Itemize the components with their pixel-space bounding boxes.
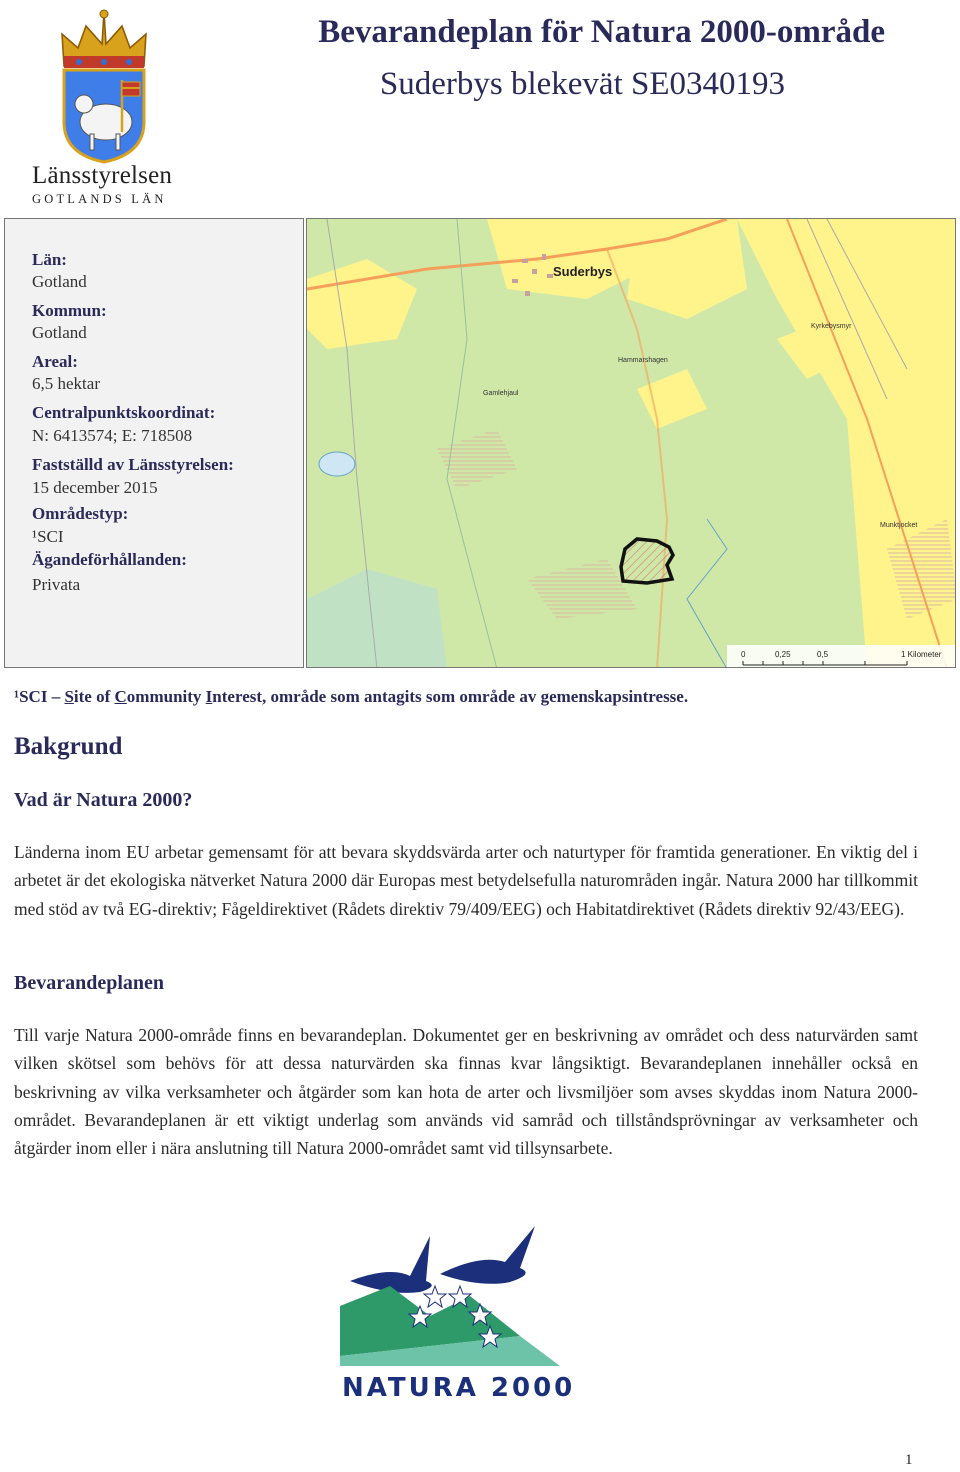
- footnote-s: S: [64, 687, 74, 706]
- natura-logo-graphic: [330, 1226, 575, 1406]
- faststalld-value: 15 december 2015: [32, 478, 158, 497]
- footnote-c: C: [114, 687, 127, 706]
- org-subtitle: GOTLANDS LÄN: [32, 192, 167, 206]
- natura-logo-text: NATURA 2000: [342, 1373, 575, 1403]
- footnote-i: I: [205, 687, 213, 706]
- footnote-ite-of: ite of: [73, 687, 115, 706]
- map-label-kyrkebysmyr: Kyrkebysmyr: [811, 323, 852, 330]
- map-label-suderbys: Suderbys: [553, 264, 613, 279]
- areal-label: Areal:: [32, 352, 78, 371]
- map-graphic: [307, 219, 956, 668]
- coat-of-arms-icon: [24, 4, 184, 164]
- scale-05: 0,5: [817, 650, 829, 659]
- koordinat-value: N: 6413574; E: 718508: [32, 426, 193, 445]
- heading-bevarandeplanen: Bevarandeplanen: [14, 972, 165, 994]
- kommun-value: Gotland: [32, 323, 87, 342]
- kommun-label: Kommun:: [32, 301, 107, 320]
- map-label-munktjocket: Munktjocket: [880, 522, 918, 529]
- area-map: [306, 218, 956, 668]
- scale-1km: 1 Kilometer: [901, 650, 942, 659]
- scale-025: 0,25: [775, 650, 791, 659]
- koordinat-label: Centralpunktskoordinat:: [32, 403, 216, 422]
- map-label-gamlehjaul: Gamlehjaul: [483, 390, 519, 397]
- footnote-ommunity: ommunity: [126, 687, 206, 706]
- lan-value: Gotland: [32, 272, 87, 291]
- footnote-nterest: nterest, område som antagits som område av gemenskapsintresse.: [212, 687, 689, 706]
- heading-bakgrund: Bakgrund: [14, 733, 123, 760]
- omradestyp-label: Områdestyp:: [32, 504, 129, 523]
- agande-value: Privata: [32, 575, 81, 594]
- page-number: 1: [905, 1452, 913, 1468]
- lan-label: Län:: [32, 250, 67, 269]
- areal-value: 6,5 hektar: [32, 374, 100, 393]
- paragraph-natura: Länderna inom EU arbetar gemensamt för att bevara skyddsvärda arter och naturtyper för framtida generationer. En viktig del i arbetet är det ekologiska nätverket Natura 2000 där Europas mest betydelsefulla naturområden ingår. Natura 2000 har tillkommit med stöd av två EG-direktiv; Fågeldirektivet (Rådets direktiv 79/409/EEG) och Habitatdirektivet (Rådets direktiv 92/43/EEG).: [14, 842, 918, 919]
- natura-2000-logo: [330, 1226, 575, 1406]
- sci-footnote: [14, 687, 688, 707]
- heading-vad-ar-natura: Vad är Natura 2000?: [14, 789, 193, 811]
- agande-label: Ägandeförhållanden:: [32, 550, 187, 569]
- paragraph-bevarandeplanen: Till varje Natura 2000-område finns en bevarandeplan. Dokumentet ger en beskrivning av området och dess naturvärden samt vilken skötsel som behövs för att dessa naturvärden ska finnas kvar långsiktigt. Bevarandeplanen innehåller också en beskrivning av vilka verksamheter och åtgärder som kan hota de arter och livsmiljöer som avses skyddas inom Natura 2000-området. Bevarandeplanen är ett viktigt underlag som används vid samråd och tillståndsprövningar av verksamheter och åtgärder inom eller i nära anslutning till Natura 2000-området samt vid tillsynsarbete.: [14, 1025, 918, 1159]
- faststalld-label: Fastställd av Länsstyrelsen:: [32, 455, 234, 474]
- map-label-hammarshagen: Hammarshagen: [618, 357, 668, 364]
- scale-0: 0: [741, 650, 746, 659]
- footnote-prefix: ¹SCI –: [14, 687, 65, 706]
- document-subtitle: Suderbys blekevät SE0340193: [379, 66, 785, 102]
- omradestyp-value: ¹SCI: [32, 527, 64, 546]
- document-title: Bevarandeplan för Natura 2000-område: [318, 14, 885, 50]
- org-name: Länsstyrelsen: [32, 162, 173, 189]
